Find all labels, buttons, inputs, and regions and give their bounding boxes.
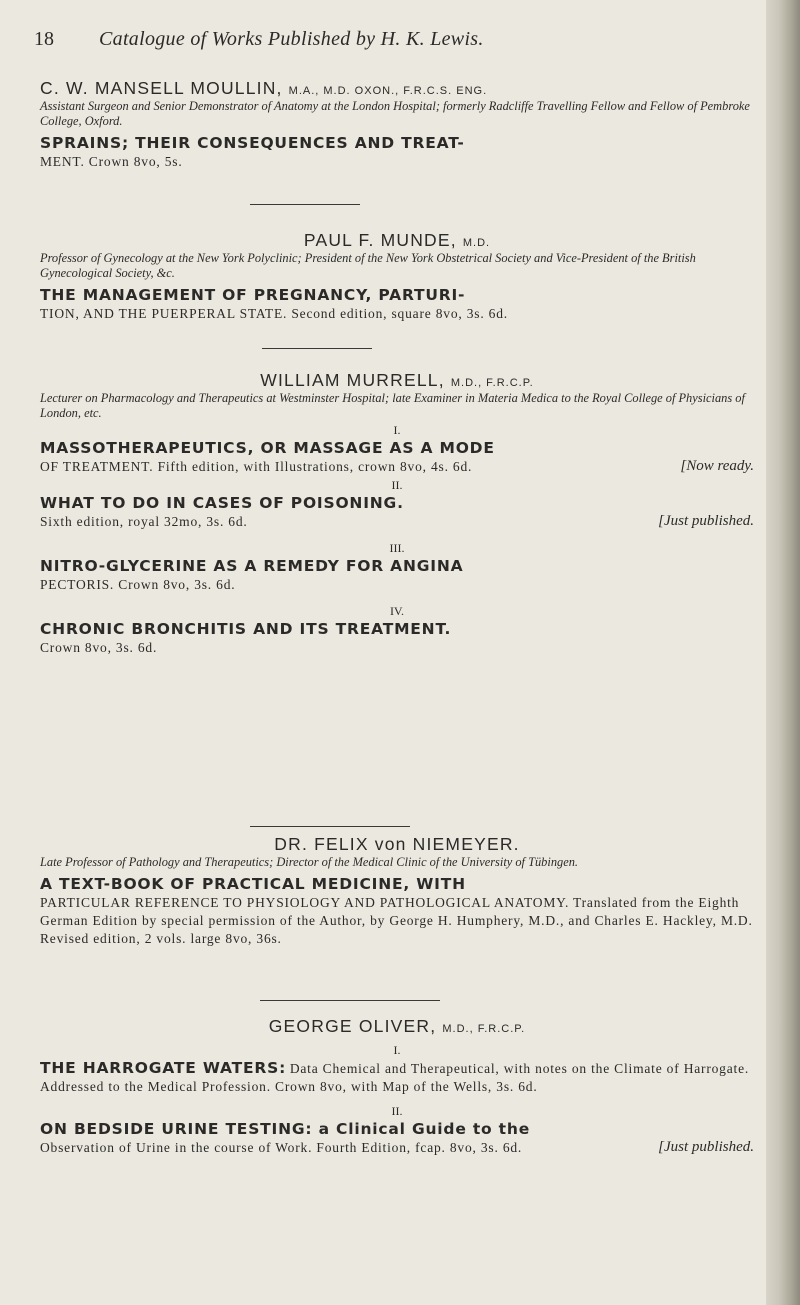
catalogue-entry — [40, 230, 754, 323]
author-affiliation: Professor of Gynecology at the New York Polyclinic; President of the New York Obstetrical Society and Vice-President of the British Gynecological Society, &c. — [40, 251, 696, 280]
author-degrees: M.D., F.R.C.P. — [442, 1023, 526, 1035]
book-title — [40, 1060, 754, 1096]
author-heading — [40, 834, 754, 855]
author-heading — [40, 1016, 754, 1037]
running-title: Catalogue of Works Published by H. K. Lewis. — [99, 28, 484, 50]
book-title-rest: Data Chemical and Therapeutical, with notes on the Climate of Harrogate. Addressed to the Medical Profession. Crown 8vo, with Map of the Wells, 3s. 6d. — [40, 1061, 750, 1094]
author-affiliation: Lecturer on Pharmacology and Therapeutics at Westminster Hospital; late Examiner in Materia Medica to the Royal College of Physicians of London, etc. — [40, 391, 745, 420]
section-divider — [250, 826, 410, 827]
book-title-caps: CHRONIC BRONCHITIS AND ITS TREATMENT. — [40, 620, 452, 638]
author-degrees: M.D., F.R.C.P. — [450, 377, 534, 389]
book-title-rest: PECTORIS. Crown 8vo, 3s. 6d. — [40, 577, 236, 592]
catalogue-entry — [40, 834, 754, 948]
page-number: 18 — [34, 28, 54, 50]
book-title-rest: PARTICULAR REFERENCE TO PHYSIOLOGY AND PATHOLOGICAL ANATOMY. Translated from the Eighth German Edition by special permission of the Author, by George H. Humphery, M.D., and Charles E. Hackley, M.D. Revised edition, 2 vols. large 8vo, 36s. — [40, 895, 753, 946]
book-title — [40, 287, 754, 323]
book-title-caps: SPRAINS; THEIR CONSEQUENCES AND TREAT- — [40, 134, 465, 152]
book-title-caps: WHAT TO DO IN CASES OF POISONING. — [40, 494, 404, 512]
book-title — [40, 558, 754, 594]
book-title-rest: TION, AND THE PUERPERAL STATE. Second edition, square 8vo, 3s. 6d. — [40, 306, 508, 321]
item-numeral: I. — [393, 1043, 401, 1057]
book-title-caps: THE MANAGEMENT OF PREGNANCY, PARTURI- — [40, 286, 466, 304]
book-title-caps: MASSOTHERAPEUTICS, OR MASSAGE AS A MODE — [40, 439, 495, 457]
book-title — [40, 1121, 754, 1157]
book-title — [40, 495, 754, 531]
book-title — [40, 440, 754, 476]
catalogue-entry — [40, 1016, 754, 1157]
book-title — [40, 621, 754, 657]
author-name: DR. FELIX von NIEMEYER. — [274, 834, 520, 854]
author-name: WILLIAM MURRELL, — [260, 370, 445, 390]
page-header — [34, 28, 754, 51]
book-title-rest: MENT. Crown 8vo, 5s. — [40, 154, 183, 169]
book-title-rest: OF TREATMENT. Fifth edition, with Illustrations, crown 8vo, 4s. 6d. — [40, 459, 473, 474]
publication-note: [Just published. — [658, 1139, 754, 1155]
publication-note: [Now ready. — [680, 458, 754, 474]
section-divider — [262, 348, 372, 349]
book-title — [40, 876, 754, 948]
catalogue-entry — [40, 370, 754, 657]
book-title-rest: Sixth edition, royal 32mo, 3s. 6d. — [40, 514, 248, 529]
author-heading — [40, 230, 754, 251]
section-divider — [250, 204, 360, 205]
book-title-rest: Crown 8vo, 3s. 6d. — [40, 640, 158, 655]
item-numeral: I. — [393, 423, 401, 437]
book-title-caps: THE HARROGATE WATERS: — [40, 1059, 287, 1077]
catalogue-entry — [40, 78, 754, 171]
publication-note: [Just published. — [658, 513, 754, 529]
item-numeral: III. — [389, 541, 405, 555]
item-numeral: II. — [391, 1104, 403, 1118]
book-title-rest: Observation of Urine in the course of Work. Fourth Edition, fcap. 8vo, 3s. 6d. — [40, 1140, 523, 1155]
author-affiliation: Late Professor of Pathology and Therapeutics; Director of the Medical Clinic of the University of Tübingen. — [40, 855, 579, 869]
author-heading — [40, 370, 754, 391]
author-heading — [40, 78, 754, 99]
author-name: GEORGE OLIVER, — [268, 1016, 437, 1036]
author-name: PAUL F. MUNDE, — [303, 230, 457, 250]
author-affiliation: Assistant Surgeon and Senior Demonstrator of Anatomy at the London Hospital; formerly Radcliffe Travelling Fellow and Fellow of Pembroke College, Oxford. — [40, 99, 750, 128]
item-numeral: IV. — [389, 604, 405, 618]
book-binding-edge — [766, 0, 800, 1305]
section-divider — [260, 1000, 440, 1001]
book-title-caps: A TEXT-BOOK OF PRACTICAL MEDICINE, WITH — [40, 875, 466, 893]
author-degrees: M.D. — [462, 237, 491, 249]
author-name: C. W. MANSELL MOULLIN, — [40, 78, 283, 98]
book-title — [40, 135, 754, 171]
item-numeral: II. — [391, 478, 403, 492]
book-title-caps: NITRO-GLYCERINE AS A REMEDY FOR ANGINA — [40, 557, 464, 575]
author-degrees: M.A., M.D. OXON., F.R.C.S. ENG. — [288, 85, 488, 97]
book-title-caps: ON BEDSIDE URINE TESTING: a Clinical Guide to the — [40, 1120, 531, 1138]
